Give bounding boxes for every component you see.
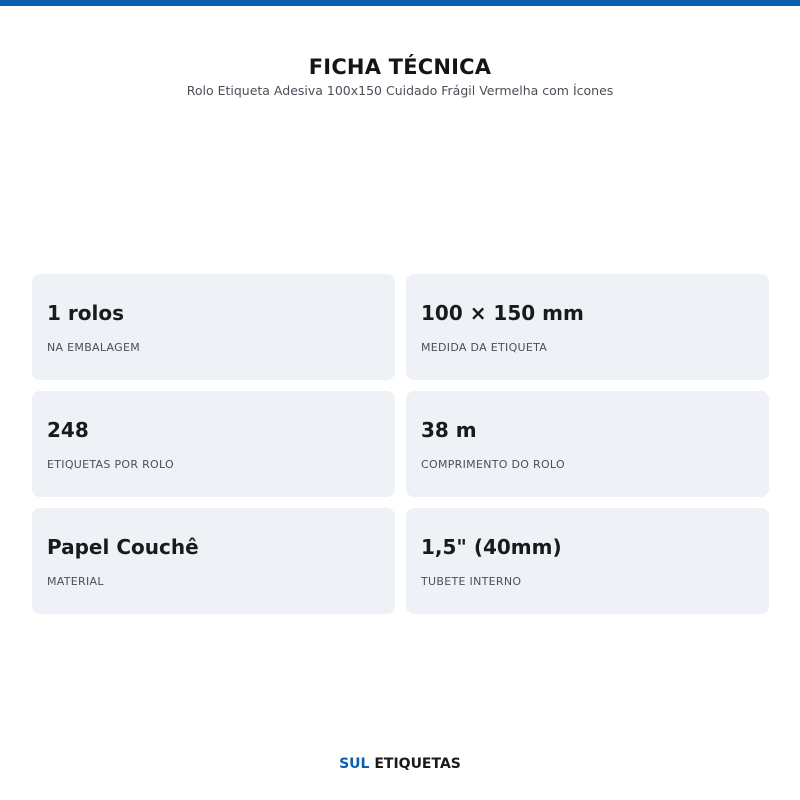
spec-card-labels-per-roll (32, 391, 395, 497)
brand-name-accent: SUL (339, 756, 370, 772)
spec-label: NA EMBALAGEM (47, 341, 141, 354)
brand-name-main: ETIQUETAS (374, 756, 461, 772)
spec-value: 248 (47, 418, 89, 442)
product-subtitle: Rolo Etiqueta Adesiva 100x150 Cuidado Frágil Vermelha com Ícones (186, 83, 614, 98)
top-accent-bar (0, 0, 800, 6)
spec-card-quantity (32, 274, 395, 380)
spec-label: TUBETE INTERNO (421, 575, 522, 588)
spec-label: MEDIDA DA ETIQUETA (421, 341, 548, 354)
spec-card-core (406, 508, 769, 614)
brand-footer (0, 754, 800, 774)
spec-value: 38 m (421, 418, 477, 442)
spec-card-material (32, 508, 395, 614)
spec-card-roll-length (406, 391, 769, 497)
spec-card-size (406, 274, 769, 380)
spec-value: Papel Couchê (47, 535, 199, 559)
page-header (0, 52, 800, 99)
spec-value: 1 rolos (47, 301, 124, 325)
spec-grid (32, 274, 769, 614)
spec-label: ETIQUETAS POR ROLO (47, 458, 174, 471)
page-title: FICHA TÉCNICA (308, 55, 492, 79)
spec-value: 100 × 150 mm (421, 301, 584, 325)
spec-label: MATERIAL (47, 575, 104, 588)
spec-value: 1,5" (40mm) (421, 535, 562, 559)
spec-label: COMPRIMENTO DO ROLO (421, 458, 565, 471)
